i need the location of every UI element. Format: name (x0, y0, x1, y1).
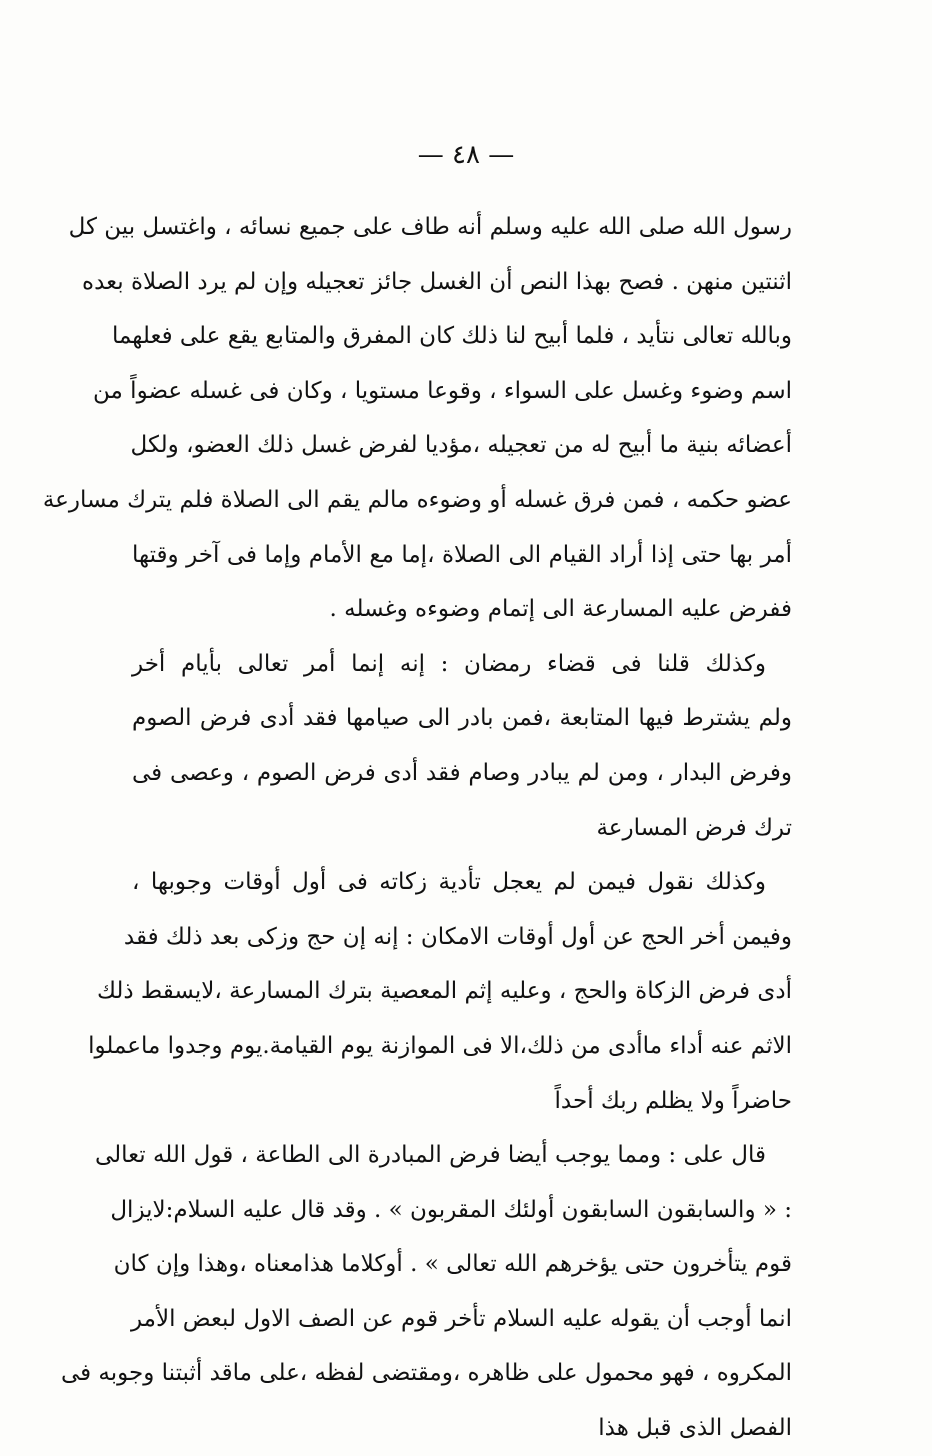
text-line: وفرض البدار ، ومن لم يبادر وصام فقد أدى فرض الصوم ، وعصى فى (132, 759, 792, 786)
text-line: أدى فرض الزكاة والحج ، وعليه إثم المعصية بترك المسارعة ،لايسقط ذلك (96, 978, 792, 1005)
text-line: ترك فرض المسارعة (596, 814, 792, 841)
text-line: الاثم عنه أداء ماأدى من ذلك،الا فى الموازنة يوم القيامة.يوم وجدوا ماعملوا (88, 1032, 792, 1059)
text-line: أمر بها حتى إذا أراد القيام الى الصلاة ،إما مع الأمام وإما فى آخر وقتها (132, 541, 792, 568)
text-line: قال على : ومما يوجب أيضا فرض المبادرة الى الطاعة ، قول الله تعالى (94, 1142, 766, 1169)
text-line: حاضراً ولا يظلم ربك أحداً (554, 1087, 792, 1114)
text-line: أعضائه بنية ما أبيح له من تعجيله ،مؤديا لفرض غسل ذلك العضو، ولكل (130, 432, 792, 459)
text-line: ولم يشترط فيها المتابعة ،فمن بادر الى صيامها فقد أدى فرض الصوم (132, 705, 792, 732)
text-line: المكروه ، فهو محمول على ظاهره ،ومقتضى لفظه ،على ماقد أثبتنا وجوبه فى (60, 1360, 792, 1387)
text-line: انما أوجب أن يقوله عليه السلام تأخر قوم عن الصف الاول لبعض الأمر (130, 1305, 792, 1332)
paragraph (88, 855, 792, 1128)
page-number: — ٤٨ — (417, 140, 515, 170)
text-line: رسول الله صلى الله عليه وسلم أنه طاف على جميع نسائه ، واغتسل بين كل (68, 214, 792, 240)
paragraph (60, 1128, 792, 1456)
text-line: اسم وضوء وغسل على السواء ، وقوعا مستويا ، وكان فى غسله عضواً من (93, 377, 792, 404)
text-line: الفصل الذى قبل هذا (598, 1415, 792, 1442)
paragraph (42, 200, 792, 637)
text-line: ففرض عليه المسارعة الى إتمام وضوءه وغسله . (329, 596, 792, 623)
text-line: : « والسابقون السابقون أولئك المقربون » . وقد قال عليه السلام:لايزال (110, 1196, 792, 1223)
text-line: قوم يتأخرون حتى يؤخرهم الله تعالى » . أوكلاما هذامعناه ،وهذا وإن كان (113, 1251, 792, 1278)
text-line: اثنتين منهن . فصح بهذا النص أن الغسل جائز تعجيله وإن لم يرد الصلاة بعده (82, 268, 792, 295)
text-line: وكذلك قلنا فى قضاء رمضان : إنه إنما أمر تعالى بأيام أخر (132, 650, 766, 677)
body-text (42, 200, 792, 1456)
text-line: وبالله تعالى نتأيد ، فلما أبيح لنا ذلك كان المفرق والمتابع يقع على فعلهما (111, 323, 792, 350)
paragraph (132, 637, 792, 855)
text-line: عضو حكمه ، فمن فرق غسله أو وضوءه مالم يقم الى الصلاة فلم يترك مسارعة (42, 486, 792, 513)
text-line: وفيمن أخر الحج عن أول أوقات الامكان : إنه إن حج وزكى بعد ذلك فقد (123, 923, 792, 950)
text-line: وكذلك نقول فيمن لم يعجل تأدية زكاته فى أول أوقات وجوبها ، (132, 869, 766, 896)
